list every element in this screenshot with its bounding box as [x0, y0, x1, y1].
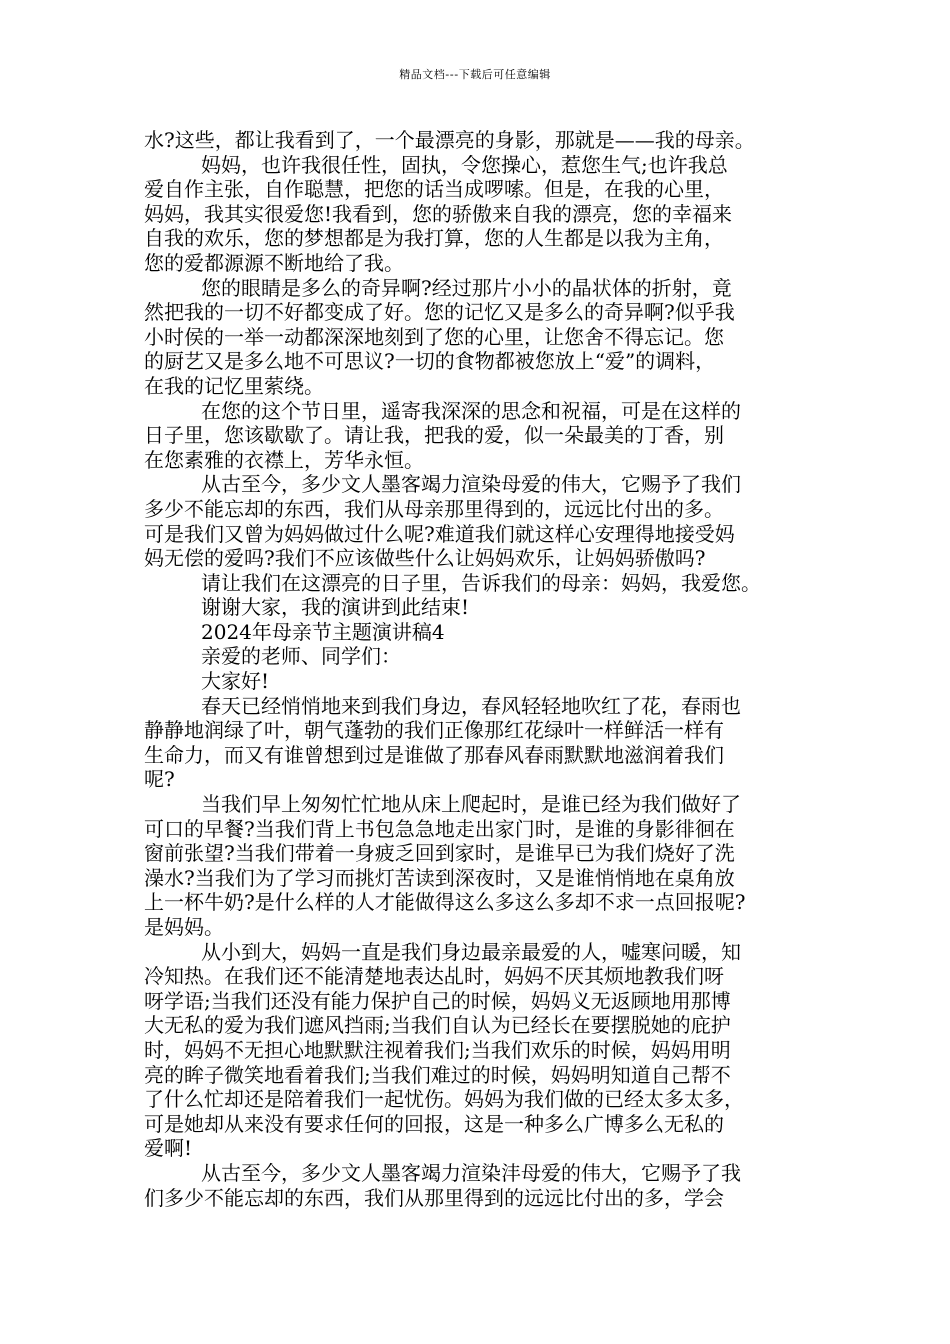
- text-line: 妈无偿的爱吗?我们不应该做些什么让妈妈欢乐，让妈妈骄傲吗?: [144, 546, 706, 571]
- text-line: 们多少不能忘却的东西，我们从那里得到的远远比付出的多，学会: [144, 1185, 724, 1210]
- text-line: 冷知热。在我们还不能清楚地表达乩时，妈妈不厌其烦地教我们呀: [144, 964, 724, 989]
- text-line: 多少不能忘却的东西，我们从母亲那里得到的，远远比付出的多。: [144, 496, 724, 521]
- text-line: 您的眼睛是多么的奇异啊?经过那片小小的晶状体的折射，竟: [201, 275, 732, 300]
- text-line: 大家好!: [201, 669, 270, 694]
- text-line: 可口的早餐?当我们背上书包急急地走出家门时，是谁的身影徘徊在: [144, 816, 735, 841]
- text-line: 妈妈，也许我很任性，固执，令您操心，惹您生气;也许我总: [201, 152, 728, 177]
- text-line: 春天已经悄悄地来到我们身边，春风轻轻地吹红了花，春雨也: [201, 693, 741, 718]
- text-line: 从小到大，妈妈一直是我们身边最亲最爱的人，嘘寒问暖，知: [201, 939, 741, 964]
- text-line: 当我们早上匆匆忙忙地从床上爬起时，是谁已经为我们做好了: [201, 792, 741, 817]
- text-line: 水?这些，都让我看到了，一个最漂亮的身影，那就是——我的母亲。: [144, 128, 755, 152]
- text-line: 在您素雅的衣襟上，芳华永恒。: [144, 447, 424, 472]
- text-line: 自我的欢乐，您的梦想都是为我打算，您的人生都是以我为主角，: [144, 226, 724, 251]
- text-line: 爱啊!: [144, 1136, 193, 1161]
- text-line: 日子里，您该歇歇了。请让我，把我的爱，似一朵最美的丁香，别: [144, 423, 724, 448]
- text-line: 的厨艺又是多么地不可思议?一切的食物都被您放上“爱”的调料，: [144, 349, 716, 374]
- text-line: 大无私的爱为我们遮风挡雨;当我们自认为已经长在要摆脱她的庇护: [144, 1013, 731, 1038]
- text-line: 谢谢大家，我的演讲到此结束!: [201, 595, 470, 620]
- text-line: 呢?: [144, 767, 175, 792]
- text-line: 静静地润绿了叶，朝气蓬勃的我们正像那红花绿叶一样鲜活一样有: [144, 718, 724, 743]
- text-line: 时，妈妈不无担心地默默注视着我们;当我们欢乐的时候，妈妈用明: [144, 1037, 731, 1062]
- body-text: [144, 128, 814, 1210]
- text-line: 2024年母亲节主题演讲稿4: [201, 619, 445, 644]
- text-line: 窗前张望?当我们带着一身疲乏回到家时，是谁早已为我们烧好了洗: [144, 841, 735, 866]
- text-line: 了什么忙却还是陪着我们一起忧伤。妈妈为我们做的已经太多太多，: [144, 1087, 744, 1112]
- text-line: 在我的记忆里萦绕。: [144, 373, 324, 398]
- text-line: 从古至今，多少文人墨客竭力渲染母爱的伟大，它赐予了我们: [201, 472, 741, 497]
- text-line: 亮的眸子微笑地看着我们;当我们难过的时候，妈妈明知道自己帮不: [144, 1062, 731, 1087]
- page-header: 精品文档---下载后可任意编辑: [399, 68, 551, 81]
- text-line: 从古至今，多少文人墨客竭力渲染沣母爱的伟大，它赐予了我: [201, 1160, 741, 1185]
- text-line: 呀学语;当我们还没有能力保护自己的时候，妈妈义无返顾地用那博: [144, 988, 731, 1013]
- text-line: 上一杯牛奶?是什么样的人才能做得这么多这么多却不求一点回报呢?: [144, 890, 746, 915]
- text-line: 请让我们在这漂亮的日子里，告诉我们的母亲：妈妈，我爱您。: [201, 570, 761, 595]
- text-line: 亲爱的老师、同学们：: [201, 644, 401, 669]
- text-line: 妈妈，我其实很爱您!我看到，您的骄傲来自我的漂亮，您的幸福来: [144, 201, 733, 226]
- text-line: 生命力，而又有谁曾想到过是谁做了那春风春雨默默地滋润着我们: [144, 742, 724, 767]
- text-line: 可是我们又曾为妈妈做过什么呢?难道我们就这样心安理得地接受妈: [144, 521, 735, 546]
- text-line: 是妈妈。: [144, 915, 224, 939]
- text-line: 可是她却从来没有要求任何的回报，这是一种多么广博多么无私的: [144, 1111, 724, 1136]
- text-line: 然把我的一切不好都变成了好。您的记忆又是多么的奇异啊?似乎我: [144, 300, 735, 325]
- text-line: 小时侯的一举一动都深深地刻到了您的心里，让您舍不得忘记。您: [144, 324, 724, 349]
- text-line: 澡水?当我们为了学习而挑灯苦读到深夜时，又是谁悄悄地在桌角放: [144, 865, 735, 890]
- text-line: 您的爱都源源不断地给了我。: [144, 250, 404, 275]
- text-line: 爱自作主张，自作聪慧，把您的话当成啰嗦。但是，在我的心里，: [144, 177, 724, 202]
- text-line: 在您的这个节日里，遥寄我深深的思念和祝福，可是在这样的: [201, 398, 741, 423]
